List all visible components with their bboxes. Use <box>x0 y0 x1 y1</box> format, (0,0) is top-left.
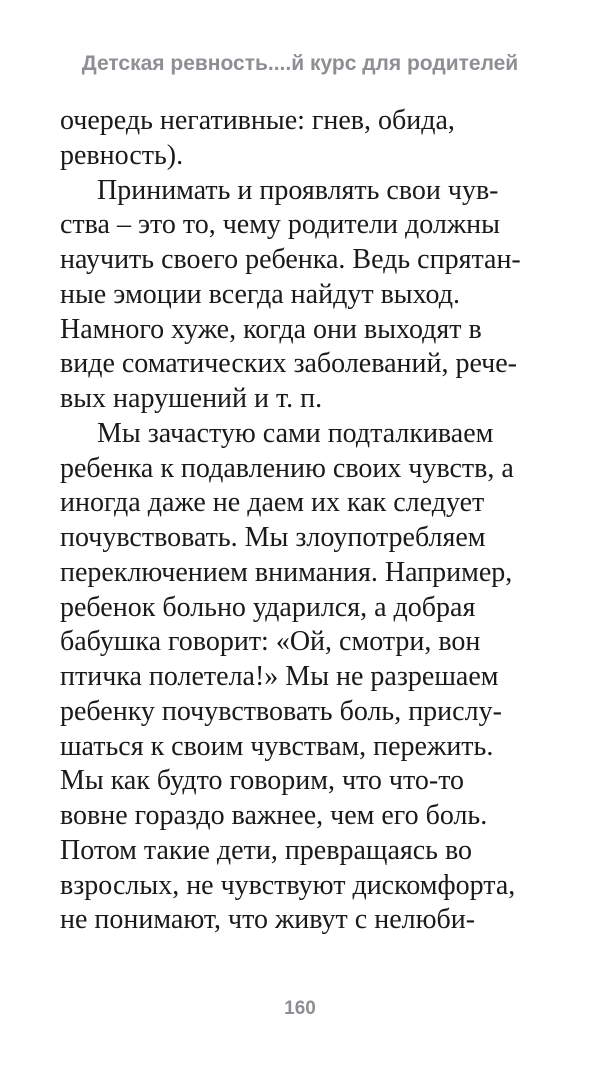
text-line: Принимать и проявлять свои чув- <box>97 174 499 206</box>
text-line: птичка полетела!» Мы не разрешаем <box>60 661 499 692</box>
text-line: переключением внимания. Например, <box>60 556 513 588</box>
text-line: не понимают, что живут с нелюби- <box>60 904 476 936</box>
text-line: ребенок больно ударился, а добрая <box>60 591 476 623</box>
text-line: почувствовать. Мы злоупотребляем <box>60 522 486 553</box>
text-line: ревность). <box>60 139 184 171</box>
text-line: ства – это то, чему родители должны <box>60 209 500 241</box>
page-number: 160 <box>284 998 316 1019</box>
text-line: вых нарушений и т. п. <box>60 383 323 414</box>
text-line: иногда даже не даем их как следует <box>60 487 485 519</box>
text-line: Намного хуже, когда они выходят в <box>60 313 482 345</box>
text-line: Мы как будто говорим, что что-то <box>60 765 465 797</box>
text-line: очередь негативные: гнев, обида, <box>60 105 455 136</box>
text-line: ные эмоции всегда найдут выход. <box>60 278 460 310</box>
text-line: Мы зачастую сами подталкиваем <box>97 417 494 449</box>
text-line: ребенка к подавлению своих чувств, а <box>60 452 514 484</box>
text-line: ребенку почувствовать боль, прислу- <box>60 695 502 727</box>
text-line: вовне гораздо важнее, чем его боль. <box>60 800 488 831</box>
text-line: Потом такие дети, превращаясь во <box>60 834 472 866</box>
text-line: шаться к своим чувствам, пережить. <box>60 730 494 762</box>
text-line: виде соматических заболеваний, рече- <box>60 348 518 380</box>
text-line: бабушка говорит: «Ой, смотри, вон <box>60 626 481 658</box>
text-line: научить своего ребенка. Ведь спрятан- <box>60 244 521 275</box>
book-title-header: Детская ревность....й курс для родителей <box>81 52 519 75</box>
text-line: взрослых, не чувствуют дискомфорта, <box>60 869 516 901</box>
page-text <box>60 104 540 938</box>
